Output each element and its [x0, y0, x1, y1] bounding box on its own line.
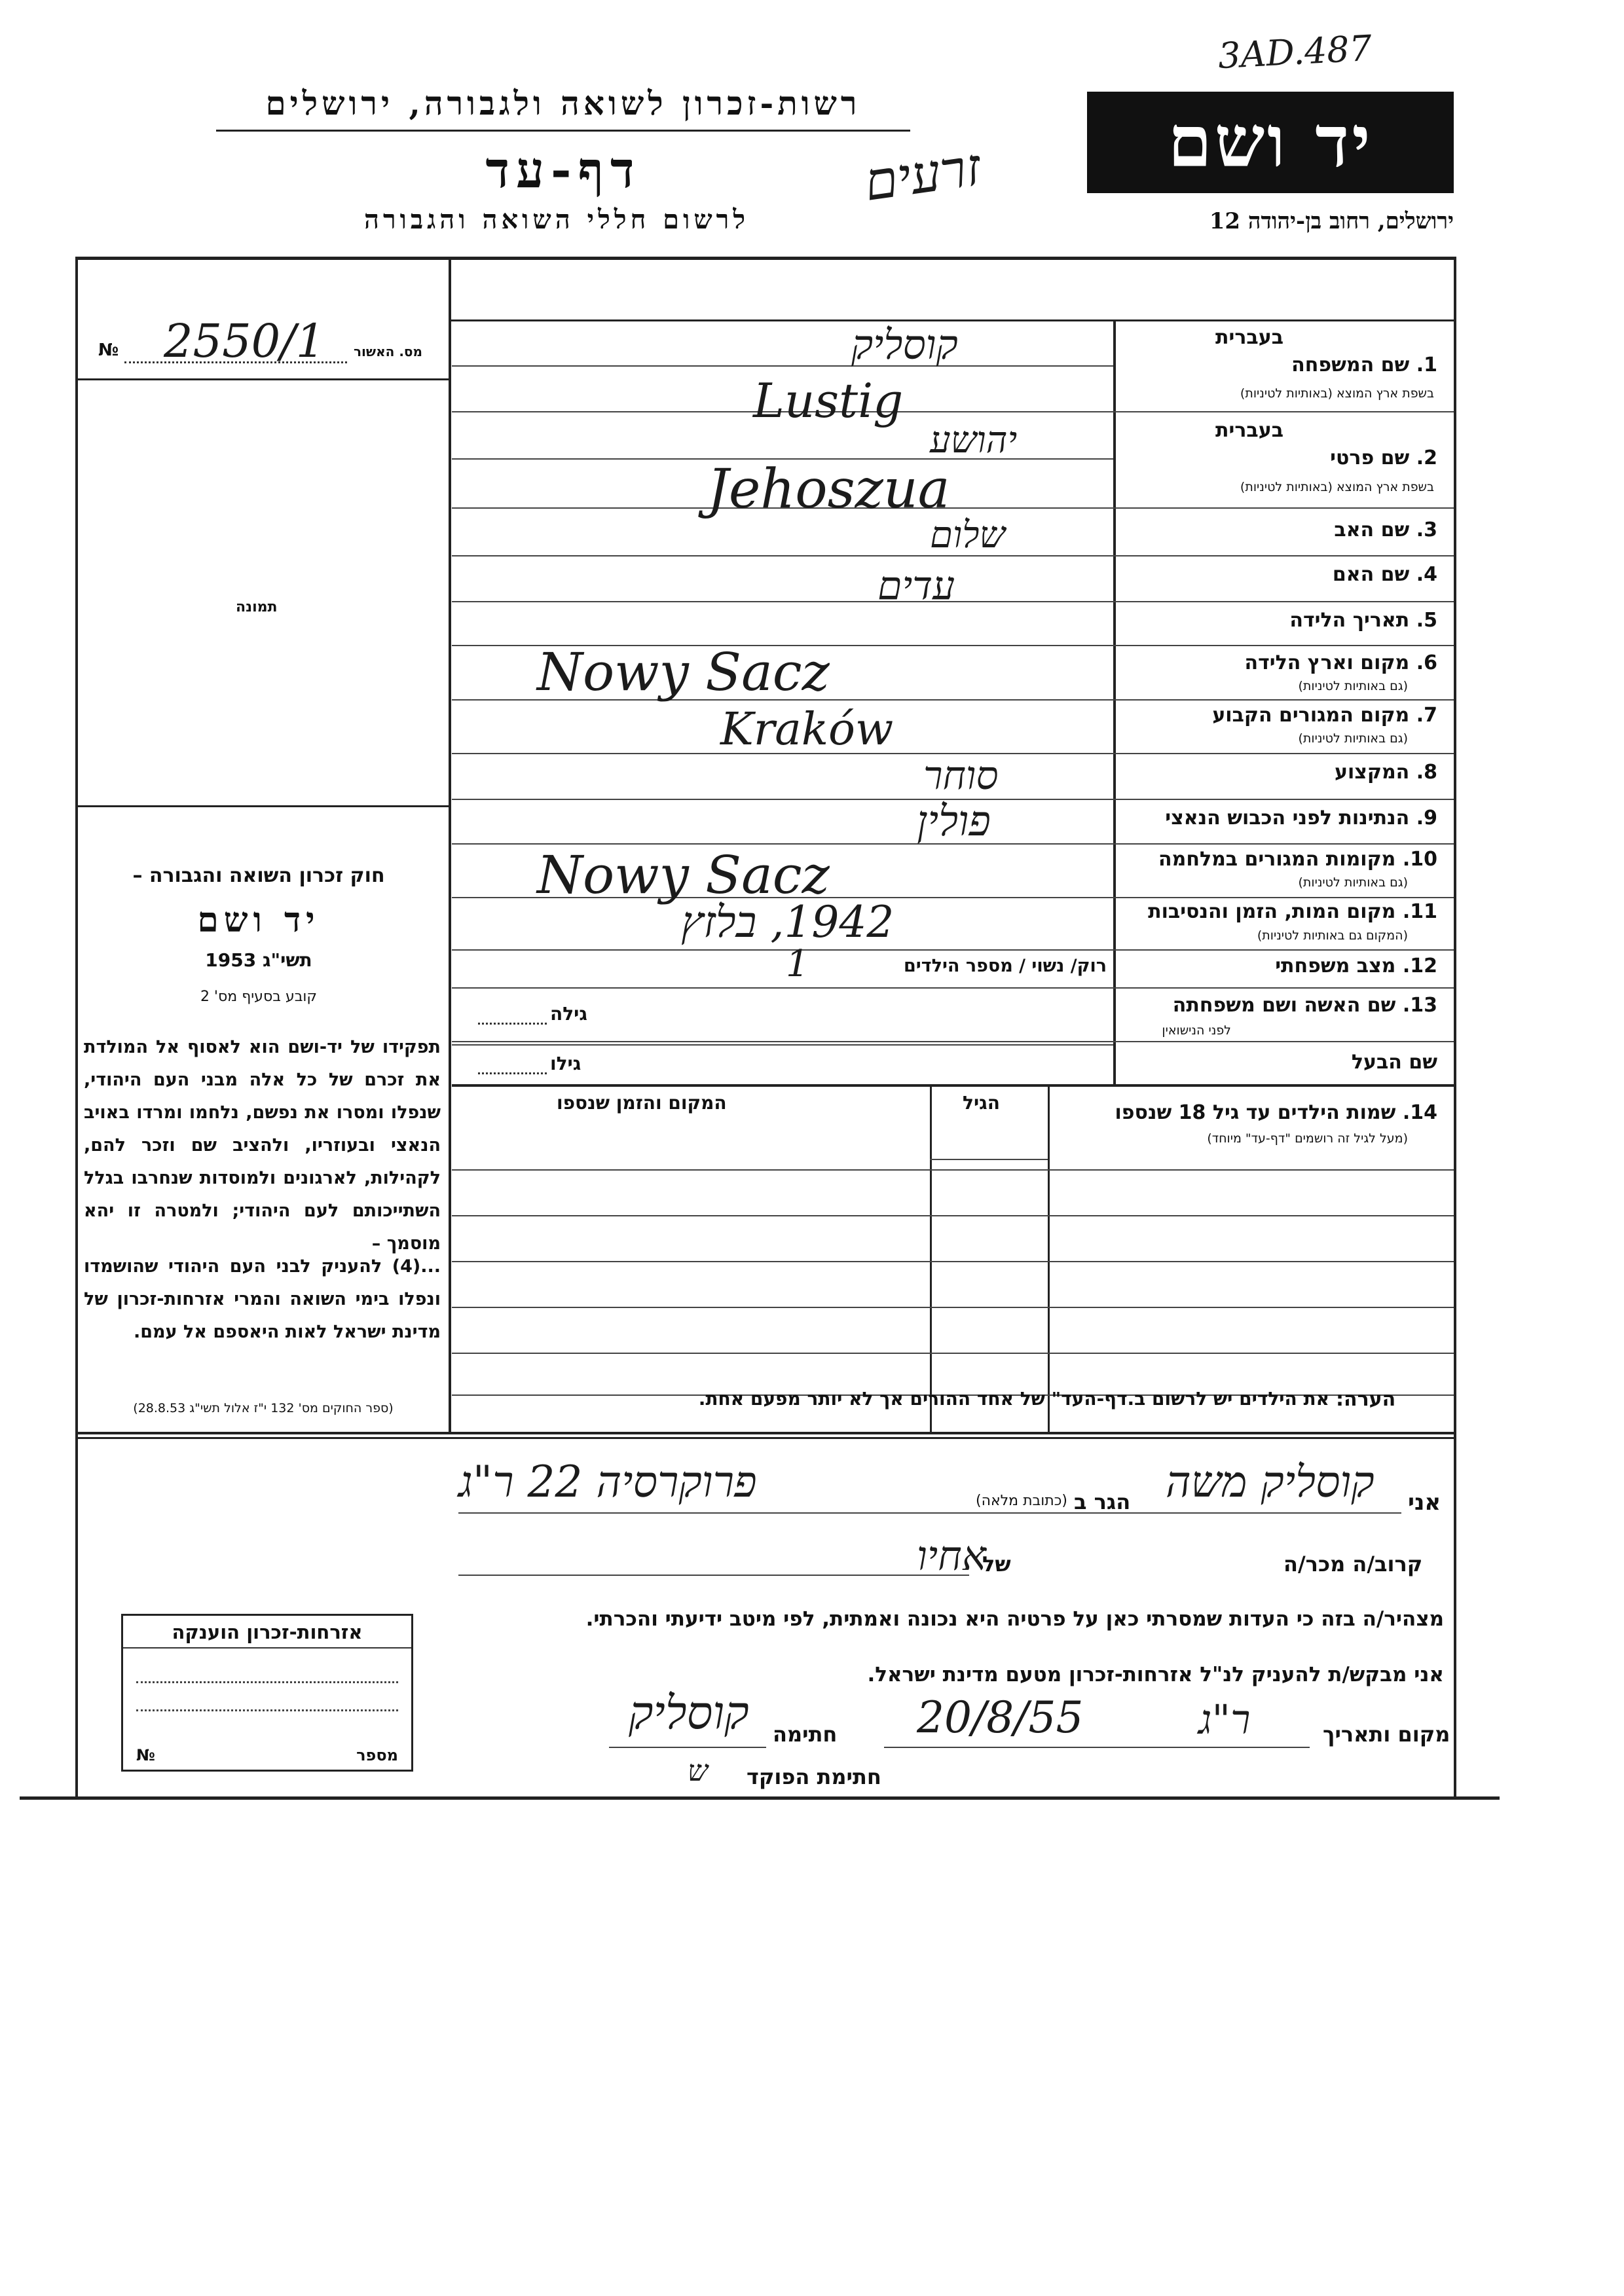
field6-text: מקום וארץ הלידה [1244, 651, 1410, 674]
declarant-name-value[interactable]: קוסליק משה [1166, 1457, 1375, 1507]
logo-text: יד ושם [1168, 101, 1373, 183]
field11-num: 11. [1402, 900, 1437, 923]
field2-num: 2. [1416, 446, 1437, 469]
field11-sub: (המקום גם באותיות לטיניות) [1257, 928, 1408, 943]
citizenship-number-row [136, 1746, 398, 1764]
field12-text: מצב משפחתי [1275, 955, 1396, 977]
field8-label [1335, 761, 1437, 784]
place-date-label: מקום ותאריך [1323, 1722, 1450, 1747]
photo-label: תמונה [236, 599, 278, 615]
citizenship-number-label: מספר [356, 1746, 398, 1764]
field6-sub: (גם באותיות לטיניות) [1298, 679, 1408, 693]
row-divider-12 [1113, 987, 1454, 989]
row-divider-6 [1113, 699, 1454, 701]
first-name-latin[interactable]: Jehoszua [707, 458, 950, 520]
signature-line [609, 1747, 766, 1748]
confirm-number-value[interactable]: 2550/1 [164, 314, 325, 368]
field13-label [1173, 994, 1437, 1017]
row-divider-husband [452, 1044, 1113, 1046]
authority-underline [216, 130, 910, 132]
value-line-11 [452, 949, 1113, 951]
field1-text: שם המשפחה [1291, 354, 1410, 376]
row-divider-10 [1113, 897, 1454, 898]
field11-text: מקום המות, הזמן והנסיבות [1148, 900, 1396, 923]
husband-age-label: גילו [550, 1053, 581, 1074]
field12-num: 12. [1402, 955, 1437, 977]
frame-left [75, 257, 78, 1796]
law-name: יד ושם [197, 900, 320, 940]
field14-num: 14. [1402, 1101, 1437, 1124]
field13-sub: לפני הנישואין [1162, 1023, 1231, 1038]
citizenship-no-label: № [136, 1746, 155, 1764]
field7-text: מקום המגורים הקבוע [1212, 704, 1410, 727]
law-year: תשי"ג 1953 [205, 949, 312, 971]
citizenship-title: אזרחות-זכרון הוענקה [172, 1621, 363, 1643]
row-divider-2 [1113, 507, 1454, 509]
field13-num: 13. [1402, 994, 1437, 1017]
field10-num: 10. [1402, 848, 1437, 871]
citizenship-box [121, 1614, 413, 1772]
relative-label: קרוב/ה מכר/ה [1283, 1552, 1423, 1576]
residence-value[interactable]: Kraków [720, 704, 894, 756]
field2-sub: בשפת ארץ המוצא (באותיות לטיניות) [1240, 480, 1434, 494]
section-hebrew-2: בעברית [1215, 419, 1283, 442]
father-name-value[interactable]: שלום [930, 514, 1006, 556]
row-divider-9 [1113, 843, 1454, 845]
family-name-hebrew[interactable]: קוסליק [851, 321, 958, 369]
note-bottom-line [75, 1437, 1456, 1439]
sidebar-confirm-divider [75, 378, 449, 380]
children-row-3 [452, 1261, 1454, 1262]
husband-label: שם הבעל [1351, 1051, 1437, 1074]
address-value[interactable]: פרוקרסיה 22 ר"ג [458, 1457, 757, 1507]
value-line-12 [452, 987, 1113, 989]
declaration-line-2 [458, 1575, 969, 1576]
column-divider-left [449, 257, 451, 1432]
field14-text: שמות הילדים עד גיל 18 שנספו [1115, 1101, 1396, 1124]
address: ירושלים, רחוב בן-יהודה 12 [1209, 208, 1454, 234]
row-divider-4 [1113, 601, 1454, 602]
children-table-top [452, 1084, 1454, 1087]
field8-num: 8. [1416, 761, 1437, 784]
section-hebrew-1: בעברית [1215, 326, 1283, 349]
field9-text: הנתינות לפני הכבוש הנאצי [1165, 807, 1410, 829]
field4-label [1333, 563, 1437, 586]
frame-right [1454, 257, 1456, 1796]
law-reference: (ספר החוקים מס' 132 י"ז אלול תשי"ג 28.8.53) [133, 1401, 394, 1415]
note-text: את הילדים יש לרשום ב.דף-העד" של אחד ההורים אך לא יותר מפעם אחת. [698, 1388, 1329, 1410]
law-section: קובע בסעיף מס' 2 [200, 989, 318, 1005]
field7-label [1212, 704, 1437, 727]
law-text-2: ...(4) להעניק לבני העם היהודי שהושמדו ונפלו בימי השואה והמרי אזרחות-זכרון של מדינת ישראל לאות היאספם אל עמם. [84, 1256, 441, 1342]
sidebar-photo-divider [75, 805, 449, 807]
field6-num: 6. [1416, 651, 1437, 674]
row-divider-7 [1113, 753, 1454, 754]
field4-text: שם האם [1332, 563, 1410, 586]
children-row-1 [452, 1169, 1454, 1171]
row-divider-8 [1113, 799, 1454, 800]
date-value[interactable]: 20/8/55 [917, 1692, 1084, 1743]
row-divider-13 [1113, 1041, 1454, 1042]
note-label: הערה: [1336, 1388, 1396, 1411]
children-row-5 [452, 1353, 1454, 1354]
children-col-place: המקום והזמן שנספו [557, 1092, 727, 1114]
field9-label [1165, 807, 1437, 829]
law-text: תפקידו של יד-ושם הוא לאסוף אל המולדת את זכרם של כל אלה מבני העם היהודי, שנפלו ומסרו את נפשם, נלחמו ומרדו באויב הנאצי ובעוזריו, ולהציב שם וזכר להם, לקהילות, לארגונים ולמוסדות שנחרבו בגלל השתייכותם לעם היהודי; ולמטרה זו יהא מוסמך – [84, 1037, 441, 1254]
declaration-line-1 [458, 1512, 1401, 1514]
field1-sub: בשפת ארץ המוצא (באותיות לטיניות) [1240, 386, 1434, 401]
husband-age-line [478, 1072, 547, 1074]
row-divider-3 [1113, 555, 1454, 556]
field7-num: 7. [1416, 704, 1437, 727]
field1-num: 1. [1416, 354, 1437, 376]
wartime-residence-value[interactable]: Nowy Sacz [537, 845, 830, 905]
confirm-label: מס. האשור [354, 344, 422, 359]
field12-label [1275, 955, 1437, 977]
row-divider-5 [1113, 645, 1454, 646]
citizenship-dot-1 [136, 1681, 398, 1683]
children-table-bottom [75, 1432, 1456, 1434]
wife-age-line [478, 1023, 547, 1025]
lives-label: הגר ב [1074, 1489, 1131, 1514]
marital-options: רוק/ נשוי / מספר הילדים [903, 956, 1107, 976]
confirm-no-sign: № [98, 340, 119, 360]
declaration-i-label: אני [1408, 1489, 1441, 1516]
field3-label [1334, 519, 1437, 541]
frame-top [75, 257, 1456, 260]
field10-text: מקומות המגורים במלחמה [1158, 848, 1396, 871]
field11-label [1148, 900, 1437, 923]
children-count-value[interactable]: 1 [786, 943, 809, 985]
value-line-4 [452, 601, 1113, 602]
law-title: חוק זכרון השואה והגבורה – [132, 864, 385, 887]
place-value[interactable]: ר"ג [1198, 1696, 1251, 1743]
archive-stamp: 3AD.487 [1217, 27, 1373, 77]
field5-text: תאריך הלידה [1289, 609, 1410, 632]
value-line-3 [452, 555, 1113, 556]
citizenship-dot-2 [136, 1709, 398, 1711]
declare-text: מצהיר/ה בזה כי העדות שמסרתי כאן על פרטיה היא נכונה ואמתית, לפי מיטב ידיעתי והכרתי. [585, 1607, 1444, 1631]
field8-text: המקצוע [1334, 761, 1410, 784]
officer-label: חתימת הפוקד [747, 1764, 881, 1789]
value-line-13 [452, 1041, 1113, 1042]
authority-title: רשות-זכרון לשואה ולגבורה, ירושלים [265, 84, 861, 122]
handwritten-note: זרעים [860, 136, 985, 213]
field5-label [1289, 609, 1437, 632]
field7-sub: (גם באותיות לטיניות) [1298, 731, 1408, 746]
wife-age-label: גילה [550, 1003, 587, 1025]
lives-hint: (כתובת מלאה) [976, 1493, 1067, 1509]
field2-label [1330, 446, 1437, 469]
field4-num: 4. [1416, 563, 1437, 586]
field1-label [1291, 354, 1437, 376]
children-col-divider-1 [930, 1084, 932, 1432]
death-place-value[interactable]: 1942, בלזץ [681, 897, 895, 947]
frame-bottom [20, 1796, 1500, 1800]
family-name-latin[interactable]: Lustig [753, 373, 904, 428]
form-subtitle: לרשום חללי השואה והגבורה [363, 204, 750, 235]
children-row-4 [452, 1307, 1454, 1308]
field13-text: שם האשה ושם משפחתה [1172, 994, 1396, 1017]
field2-text: שם פרטי [1330, 446, 1410, 469]
signature-value[interactable]: קוסליק [629, 1686, 749, 1740]
column-divider-labels [1113, 319, 1116, 1084]
field10-label [1158, 848, 1437, 871]
citizenship-title-line [123, 1647, 411, 1649]
children-row-2 [452, 1215, 1454, 1216]
field10-sub: (גם באותיות לטיניות) [1298, 875, 1408, 890]
yad-vashem-logo [1087, 92, 1454, 193]
form-title: דף-עד [485, 141, 641, 199]
children-col-age: הגיל [963, 1092, 1000, 1114]
of-label: של [982, 1552, 1011, 1576]
request-text: אני מבקש/ת להעניק לנ"ל אזרחות-זכרון מטעם מדינת ישראל. [867, 1663, 1444, 1686]
relation-value[interactable]: אחיו [917, 1532, 987, 1580]
row-divider-1 [1113, 411, 1454, 412]
confirm-no-label [354, 344, 422, 359]
signature-label: חתימה [773, 1722, 838, 1747]
field3-num: 3. [1416, 519, 1437, 541]
field14-sub: (מעל לגיל זה רושמים "דף-עד" מיוחד) [1207, 1131, 1408, 1146]
row-divider-11 [1113, 949, 1454, 951]
citizenship-value[interactable]: פולין [917, 797, 991, 846]
field14-label [1115, 1101, 1437, 1124]
field9-num: 9. [1416, 807, 1437, 829]
field6-label [1245, 651, 1437, 674]
birthplace-value[interactable]: Nowy Sacz [537, 642, 830, 702]
value-line-1a [452, 365, 1113, 367]
children-header-line [930, 1159, 1048, 1160]
children-col-divider-2 [1048, 1084, 1050, 1432]
field3-text: שם האב [1334, 519, 1410, 541]
mother-name-value[interactable]: עדים [877, 563, 955, 609]
officer-signature-value[interactable]: ש [688, 1755, 709, 1788]
profession-value[interactable]: סוחר [923, 753, 999, 799]
value-line-8 [452, 799, 1113, 800]
first-name-hebrew[interactable]: יהושע [930, 419, 1018, 462]
date-line [884, 1747, 1310, 1748]
field5-num: 5. [1416, 609, 1437, 632]
